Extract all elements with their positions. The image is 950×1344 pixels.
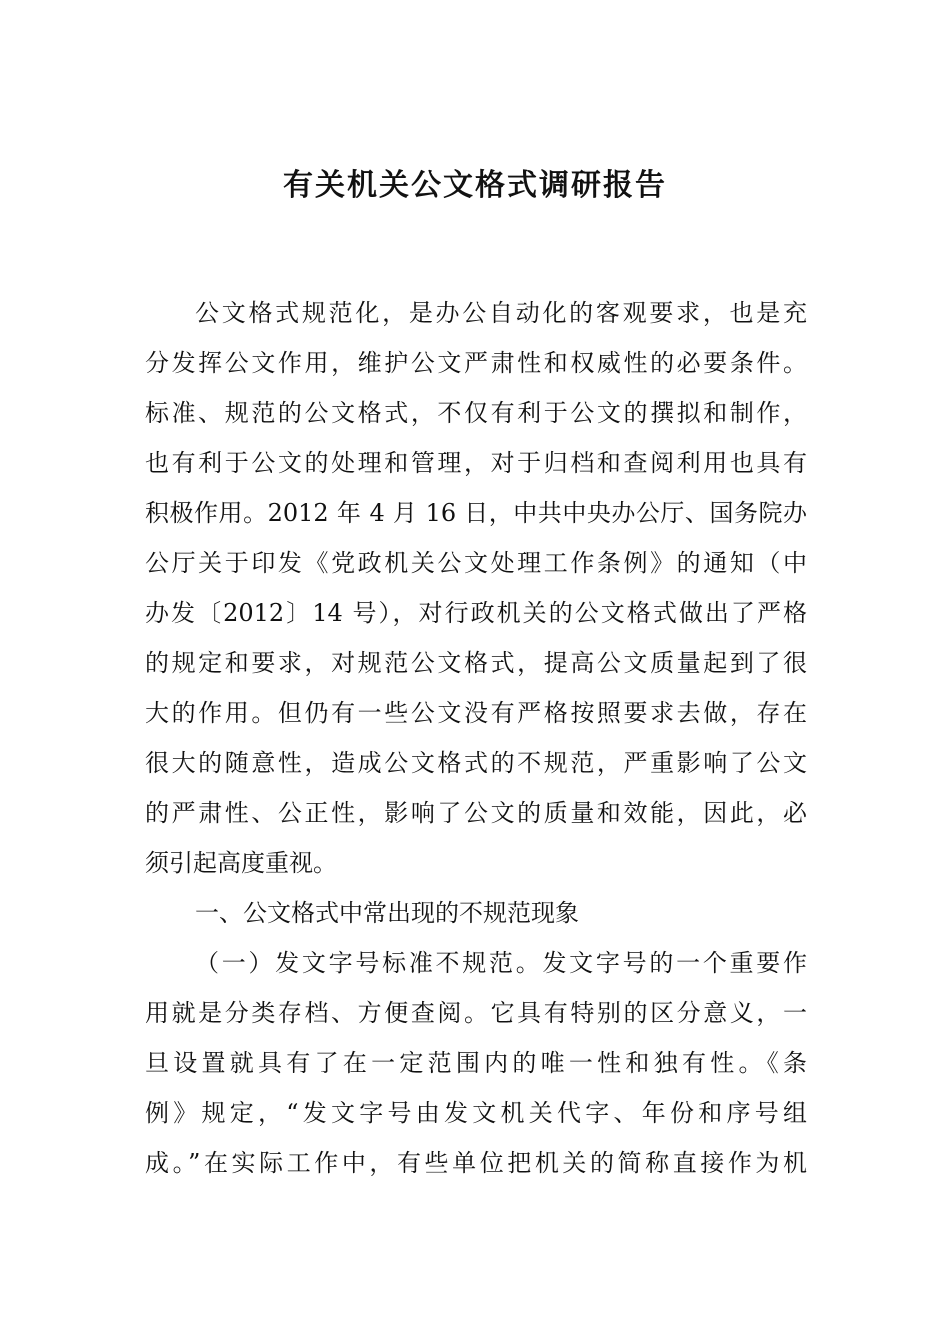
- paragraph-line: 很大的随意性，造成公文格式的不规范，严重影响了公文: [145, 749, 807, 777]
- document-title: 有关机关公文格式调研报告: [283, 168, 667, 203]
- paragraph-line: 公文格式规范化，是办公自动化的客观要求，也是充: [195, 299, 807, 327]
- paragraph-line: 例》规定，“发文字号由发文机关代字、年份和序号组: [145, 1099, 807, 1127]
- paragraph-line: 旦设置就具有了在一定范围内的唯一性和独有性。《条: [145, 1049, 807, 1077]
- paragraph-line: 的严肃性、公正性，影响了公文的质量和效能，因此，必: [145, 799, 807, 827]
- paragraph-line: 成。”在实际工作中，有些单位把机关的简称直接作为机: [145, 1149, 807, 1177]
- paragraph-line: 积极作用。2012 年 4 月 16 日，中共中央办公厅、国务院办: [145, 499, 807, 527]
- paragraph-line: （一）发文字号标准不规范。发文字号的一个重要作: [195, 949, 807, 977]
- paragraph-line: 分发挥公文作用，维护公文严肃性和权威性的必要条件。: [145, 349, 807, 377]
- paragraph-line: 办发〔2012〕14 号），对行政机关的公文格式做出了严格: [145, 599, 807, 627]
- paragraph-line: 大的作用。但仍有一些公文没有严格按照要求去做，存在: [145, 699, 807, 727]
- paragraph-line: 也有利于公文的处理和管理，对于归档和查阅利用也具有: [145, 449, 807, 477]
- paragraph-line: 用就是分类存档、方便查阅。它具有特别的区分意义，一: [145, 999, 807, 1027]
- paragraph-line: 标准、规范的公文格式，不仅有利于公文的撰拟和制作，: [145, 399, 807, 427]
- section-heading: 一、公文格式中常出现的不规范现象: [195, 899, 579, 927]
- paragraph-line: 的规定和要求，对规范公文格式，提高公文质量起到了很: [145, 649, 807, 677]
- document-body: [145, 288, 807, 1188]
- paragraph-line: 公厅关于印发《党政机关公文处理工作条例》的通知（中: [145, 549, 807, 577]
- paragraph-line: 须引起高度重视。: [145, 849, 337, 877]
